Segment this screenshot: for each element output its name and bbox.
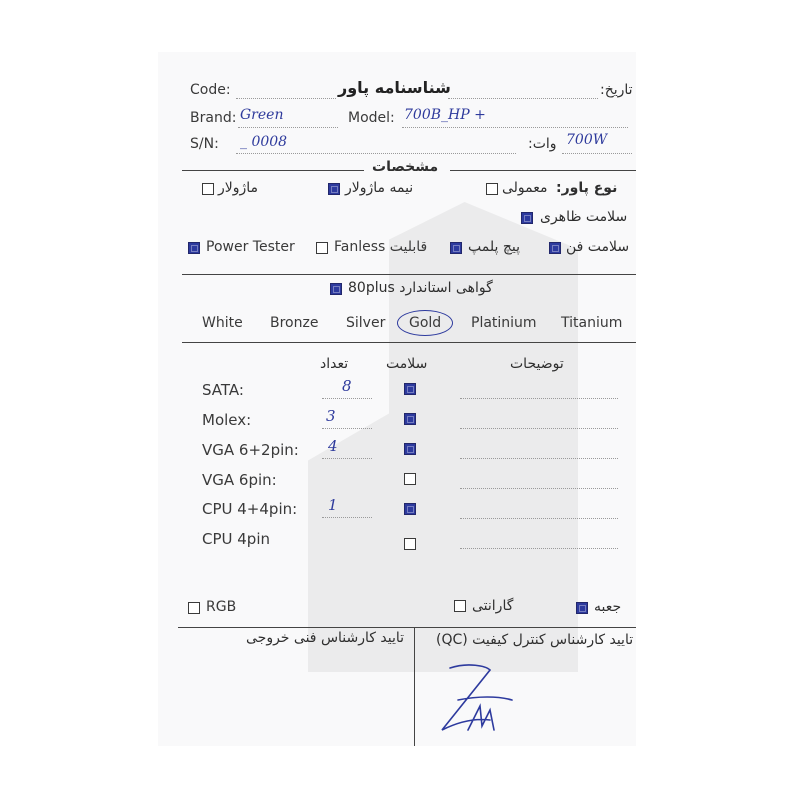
model-label: Model: — [348, 110, 395, 126]
page-title: شناسنامه پاور — [338, 78, 451, 97]
watt-value[interactable]: 700W — [566, 132, 608, 148]
model-value[interactable]: 700B_HP + — [404, 107, 486, 123]
connector-count[interactable]: 4 — [328, 437, 338, 455]
grade-platinium[interactable]: Platinium — [471, 315, 537, 331]
qc-approval-label: تایید کارشناس کنترل کیفیت (QC) — [436, 632, 634, 648]
checkbox-fanless[interactable] — [316, 242, 328, 254]
checkbox-appearance[interactable] — [521, 212, 533, 224]
checkbox-modular[interactable] — [202, 183, 214, 195]
connector-label: VGA 6pin: — [202, 471, 277, 489]
connector-label: SATA: — [202, 381, 244, 399]
checkbox-vga-6-2pin-health[interactable] — [404, 443, 416, 455]
checkbox-warranty[interactable] — [454, 600, 466, 612]
section-divider-right — [450, 170, 636, 171]
section-divider-left — [182, 170, 364, 171]
connector-label: CPU 4pin — [202, 530, 271, 548]
grade-titanium[interactable]: Titanium — [561, 315, 623, 331]
date-label: تاریخ: — [600, 82, 633, 98]
watt-field — [562, 153, 632, 154]
checkbox-box[interactable] — [576, 602, 588, 614]
notes-field[interactable] — [460, 488, 618, 489]
model-field — [402, 127, 628, 128]
checkbox-80plus[interactable] — [330, 283, 342, 295]
col-health-header: سلامت — [386, 356, 428, 372]
divider-approvals-top — [178, 627, 636, 628]
warranty-label: گارانتی — [472, 598, 514, 614]
connector-count[interactable]: 8 — [342, 377, 352, 395]
connector-count[interactable]: 1 — [328, 496, 338, 514]
connector-label: VGA 6+2pin: — [202, 441, 299, 459]
checkbox-normal[interactable] — [486, 183, 498, 195]
grade-white[interactable]: White — [202, 315, 243, 331]
col-count-header: تعداد — [320, 356, 349, 372]
checkbox-fan-health[interactable] — [549, 242, 561, 254]
checkbox-molex-health[interactable] — [404, 413, 416, 425]
checkbox-semi-modular[interactable] — [328, 183, 340, 195]
divider-certificate-top — [182, 274, 636, 275]
pump-label: پیچ پلمپ — [468, 239, 520, 255]
connector-label: CPU 4+4pin: — [202, 500, 298, 518]
notes-field[interactable] — [460, 518, 618, 519]
watt-label: وات: — [528, 136, 557, 152]
box-label: جعبه — [594, 599, 622, 615]
section-title: مشخصات — [372, 159, 439, 175]
col-notes-header: توضیحات — [510, 356, 564, 372]
count-field — [322, 517, 372, 518]
date-field[interactable] — [448, 98, 598, 99]
code-field[interactable] — [236, 98, 336, 99]
checkbox-sata-health[interactable] — [404, 383, 416, 395]
appearance-label: سلامت ظاهری — [540, 209, 628, 225]
divider-connectors-top — [182, 342, 636, 343]
power-tester-label: Power Tester — [206, 239, 295, 255]
checkbox-cpu-4-4pin-health[interactable] — [404, 503, 416, 515]
checkbox-cpu-4pin-health[interactable] — [404, 538, 416, 550]
connector-count[interactable]: 3 — [326, 407, 336, 425]
count-field — [322, 398, 372, 399]
notes-field[interactable] — [460, 458, 618, 459]
code-label: Code: — [190, 82, 231, 98]
sn-label: S/N: — [190, 136, 219, 152]
brand-label: Brand: — [190, 110, 237, 126]
connector-label: Molex: — [202, 411, 252, 429]
grade-gold-selected[interactable]: Gold — [397, 310, 453, 336]
notes-field[interactable] — [460, 548, 618, 549]
certificate-label: گواهی استاندارد 80plus — [348, 280, 493, 296]
type-semi-modular-label: نیمه ماژولار — [345, 180, 414, 196]
grade-bronze[interactable]: Bronze — [270, 315, 319, 331]
grade-silver[interactable]: Silver — [346, 315, 386, 331]
checkbox-power-tester[interactable] — [188, 242, 200, 254]
approvals-divider — [414, 627, 415, 746]
fanless-label: Fanless قابلیت — [334, 239, 428, 255]
notes-field[interactable] — [460, 428, 618, 429]
checkbox-vga-6pin-health[interactable] — [404, 473, 416, 485]
tech-approval-label: تایید کارشناس فنی خروجی — [246, 630, 405, 646]
notes-field[interactable] — [460, 398, 618, 399]
type-modular-label: ماژولار — [218, 180, 259, 196]
power-type-label: نوع پاور: — [556, 180, 618, 196]
power-id-card — [158, 52, 636, 746]
fan-health-label: سلامت فن — [566, 239, 630, 255]
checkbox-rgb[interactable] — [188, 602, 200, 614]
rgb-label: RGB — [206, 599, 237, 615]
watermark-shape — [308, 202, 578, 672]
checkbox-pump[interactable] — [450, 242, 462, 254]
sn-value[interactable]: _ 0008 — [240, 134, 288, 150]
type-normal-label: معمولی — [502, 180, 548, 196]
count-field — [322, 458, 372, 459]
count-field — [322, 428, 372, 429]
qc-signature — [428, 660, 518, 742]
sn-field — [236, 153, 516, 154]
brand-value[interactable]: Green — [240, 107, 284, 123]
brand-field — [238, 127, 338, 128]
